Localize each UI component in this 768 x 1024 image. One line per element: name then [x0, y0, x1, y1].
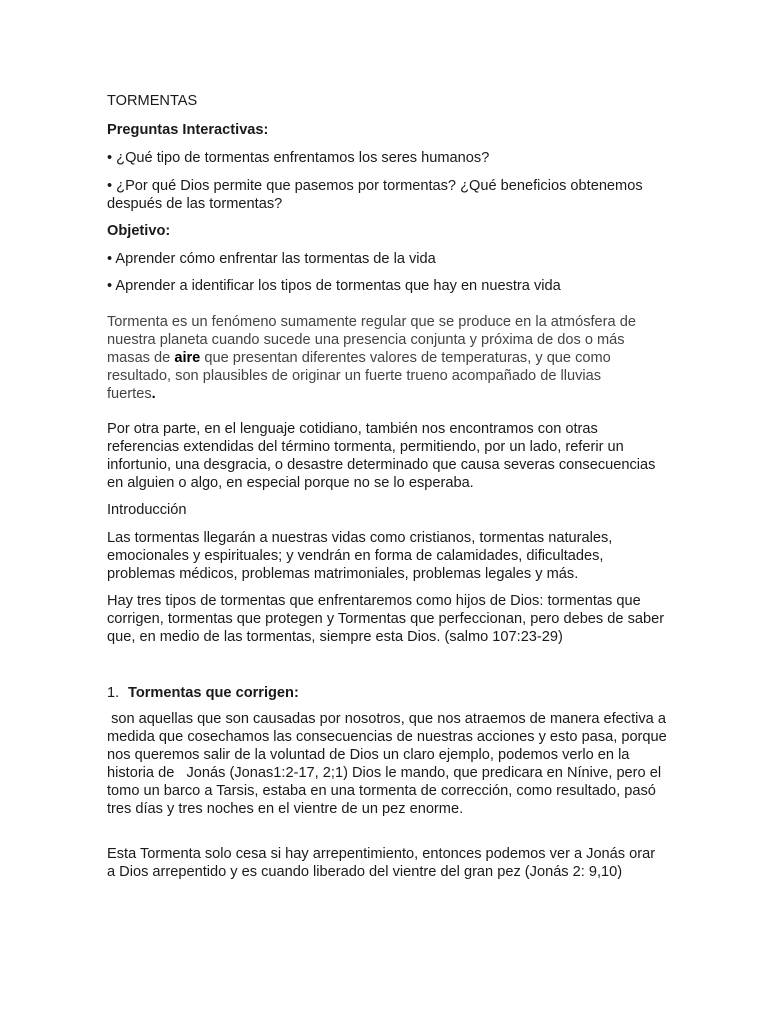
definicion-line-2: nuestra planeta cuando sucede una presencia conjunta y próxima de dos o más — [107, 332, 625, 348]
definicion-line-5: fuertes. — [107, 386, 156, 402]
preguntas-heading: Preguntas Interactivas: — [107, 122, 269, 138]
introduccion-paragraph-1: Las tormentas llegarán a nuestras vidas como cristianos, tormentas naturales, emocionales y espirituales; y vendrán en forma de calamidades, dificultades, problemas médicos, problemas matrimoniales, problemas legales y más. — [107, 530, 613, 582]
section-1-paragraph-1: son aquellas que son causadas por nosotros, que nos atraemos de manera efectiva a medida que cosechamos las consecuencias de nuestras acciones y esto pasa, porque nos queremos salir de la voluntad de Dios un claro ejemplo, podemos verlo en la historia de Jonás (Jonas1:2-17, 2;1) Dios le mando, que predicara en Nínive, pero el tomo un barco a Tarsis, estaba en una tormenta de corrección, como resultado, pasó tres días y tres noches en el vientre de un pez enorme. — [107, 711, 671, 817]
section-1-heading — [107, 684, 667, 702]
section-1-title: Tormentas que corrigen: — [128, 685, 299, 701]
definicion-line-3: masas de aire que presentan diferentes valores de temperaturas, y que como — [107, 350, 611, 366]
objetivo-item-2: • Aprender a identificar los tipos de tormentas que hay en nuestra vida — [107, 278, 561, 294]
definicion-line-4: resultado, son plausibles de originar un fuerte trueno acompañado de lluvias — [107, 368, 602, 384]
definicion-line-1: Tormenta es un fenómeno sumamente regular que se produce en la atmósfera de — [107, 314, 636, 330]
introduccion-heading: Introducción — [107, 502, 187, 518]
introduccion-paragraph-2: Hay tres tipos de tormentas que enfrentaremos como hijos de Dios: tormentas que corrigen, tormentas que protegen y Tormentas que perfeccionan, pero debes de saber que, en medio de las tormentas, siempre esta Dios. (salmo 107:23-29) — [107, 593, 665, 645]
section-1-number: 1. — [107, 685, 120, 701]
document-title: TORMENTAS — [107, 93, 198, 109]
aire-bold-word: aire — [174, 350, 201, 366]
objetivo-heading: Objetivo: — [107, 223, 171, 239]
section-1-paragraph-2: Esta Tormenta solo cesa si hay arrepentimiento, entonces podemos ver a Jonás orar a Dios arrepentido y es cuando liberado del vientre del gran pez (Jonás 2: 9,10) — [107, 846, 656, 880]
otra-parte-paragraph: Por otra parte, en el lenguaje cotidiano, también nos encontramos con otras referencias extendidas del término tormenta, permitiendo, por un lado, referir un infortunio, una desgracia, o desastre determinado que causa severas consecuencias en alguien o algo, en especial porque no se lo esperaba. — [107, 421, 656, 491]
objetivo-item-1: • Aprender cómo enfrentar las tormentas de la vida — [107, 251, 436, 267]
definicion-paragraph — [107, 313, 667, 403]
pregunta-item-2: • ¿Por qué Dios permite que pasemos por tormentas? ¿Qué beneficios obtenemos después de las tormentas? — [107, 178, 643, 212]
pregunta-item-1: • ¿Qué tipo de tormentas enfrentamos los seres humanos? — [107, 150, 490, 166]
